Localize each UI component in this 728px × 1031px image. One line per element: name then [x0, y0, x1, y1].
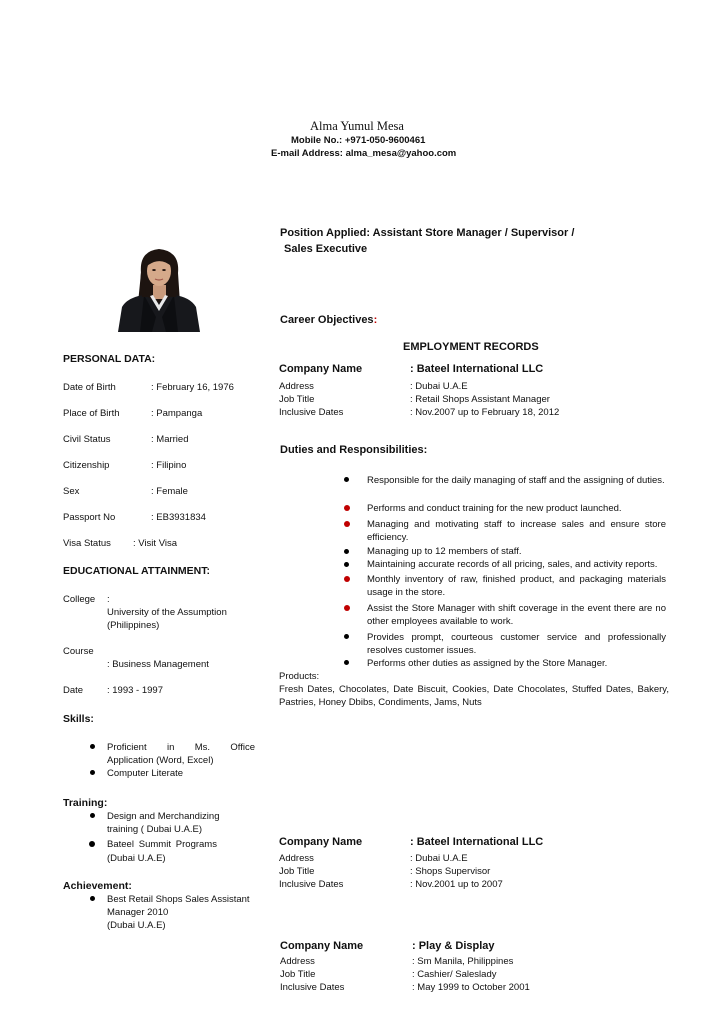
position-line-1: Position Applied: Assistant Store Manager / Supervisor /: [280, 227, 575, 239]
date-value: : 1993 - 1997: [107, 685, 163, 696]
civil-status-value: : Married: [151, 434, 189, 445]
dob-value: : February 16, 1976: [151, 382, 234, 393]
company-label: Company Name: [279, 363, 363, 375]
job-title-label: Job Title: [279, 394, 315, 405]
company-label: Company Name: [280, 940, 364, 952]
duty-item: Responsible for the daily managing of staff and the assigning of duties.: [367, 475, 665, 486]
bullet-icon: [344, 576, 350, 582]
email-address: E-mail Address: alma_mesa@yahoo.com: [271, 148, 457, 159]
skill-item-1: [107, 741, 255, 754]
products-block: [279, 670, 669, 708]
achievement-heading: Achievement:: [63, 880, 132, 892]
education-heading: EDUCATIONAL ATTAINMENT:: [63, 565, 210, 577]
bullet-icon: [90, 744, 95, 749]
company-label: Company Name: [279, 836, 363, 848]
position-applied: [280, 225, 574, 257]
company-value: : Bateel International LLC: [410, 836, 544, 848]
address-value: : Sm Manila, Philippines: [412, 956, 514, 967]
skill-word: Office: [230, 742, 255, 753]
training-item-1-line2: training ( Dubai U.A.E): [107, 824, 203, 835]
pob-label: Place of Birth: [63, 408, 120, 419]
personal-data-table: [63, 381, 263, 561]
achievement-item-line1: Best Retail Shops Sales Assistant: [107, 894, 250, 905]
training-word: Programs: [175, 839, 217, 850]
address-label: Address: [279, 853, 314, 864]
visa-value: : Visit Visa: [133, 538, 178, 549]
bullet-icon: [344, 521, 350, 527]
sex-label: Sex: [63, 486, 80, 497]
bullet-icon: [344, 562, 349, 567]
applicant-name: Alma Yumul Mesa: [310, 119, 404, 133]
duty-item: Assist the Store Manager with shift coverage in the event there are no other employees available to work.: [367, 603, 666, 627]
dates-label: Inclusive Dates: [279, 407, 344, 418]
passport-value: : EB3931834: [151, 512, 206, 523]
dates-value: : Nov.2007 up to February 18, 2012: [410, 407, 560, 418]
course-label: Course: [63, 646, 94, 657]
duty-item: Maintaining accurate records of all pricing, sales, and activity reports.: [367, 559, 658, 570]
company-value: : Play & Display: [412, 940, 495, 952]
achievement-list: [63, 893, 263, 935]
course-value: : Business Management: [107, 659, 209, 670]
job-title-value: : Cashier/ Saleslady: [412, 969, 497, 980]
company-value: : Bateel International LLC: [410, 363, 544, 375]
address-value: : Dubai U.A.E: [410, 853, 468, 864]
duty-item: Monthly inventory of raw, finished product, and packaging materials usage in the store.: [367, 574, 666, 598]
passport-label: Passport No: [63, 512, 116, 523]
job-record-1: [279, 363, 679, 417]
address-value: : Dubai U.A.E: [410, 381, 468, 392]
college-label: College: [63, 594, 96, 605]
skills-heading: Skills:: [63, 713, 94, 725]
skill-item-2: Computer Literate: [107, 768, 184, 779]
college-colon: :: [107, 594, 110, 605]
duties-list: [340, 474, 667, 669]
bullet-icon: [90, 813, 95, 818]
job-title-value: : Retail Shops Assistant Manager: [410, 394, 550, 405]
bullet-icon: [344, 660, 349, 665]
training-word: Summit: [138, 839, 171, 850]
career-objectives-label: Career Objectives: [280, 314, 374, 326]
dates-label: Inclusive Dates: [280, 982, 345, 993]
job-title-label: Job Title: [280, 969, 316, 980]
visa-label: Visa Status: [63, 538, 111, 549]
civil-status-label: Civil Status: [63, 434, 111, 445]
bullet-icon: [344, 549, 349, 554]
dates-value: : Nov.2001 up to 2007: [410, 879, 503, 890]
achievement-item-line2: Manager 2010: [107, 907, 169, 918]
bullet-icon: [344, 505, 350, 511]
training-heading: Training:: [63, 797, 108, 809]
duty-item: Provides prompt, courteous customer service and professionally resolves customer issues.: [367, 632, 666, 656]
profile-photo: [114, 245, 204, 332]
bullet-icon: [344, 477, 349, 482]
duty-item: Performs other duties as assigned by the Store Manager.: [367, 658, 608, 669]
dob-label: Date of Birth: [63, 382, 116, 393]
products-label: Products:: [279, 671, 320, 682]
pob-value: : Pampanga: [151, 408, 203, 419]
training-item-2: [107, 838, 217, 851]
training-item-2-line2: (Dubai U.A.E): [107, 853, 166, 864]
job-record-3: [280, 940, 680, 996]
skill-word: Ms.: [194, 742, 211, 753]
bullet-icon: [344, 605, 350, 611]
date-label: Date: [63, 685, 84, 696]
duty-item: Performs and conduct training for the new product launched.: [367, 503, 622, 514]
personal-data-heading: PERSONAL DATA:: [63, 353, 156, 365]
training-list: [63, 810, 263, 866]
sex-value: : Female: [151, 486, 188, 497]
bullet-icon: [344, 634, 349, 639]
skill-item-1-line2: Application (Word, Excel): [107, 755, 214, 766]
position-line-2: Sales Executive: [284, 243, 368, 255]
duties-heading: Duties and Responsibilities:: [280, 444, 428, 456]
college-place: (Philippines): [107, 620, 160, 631]
training-word: Bateel: [107, 839, 134, 850]
bullet-icon: [90, 896, 95, 901]
citizenship-label: Citizenship: [63, 460, 110, 471]
address-label: Address: [280, 956, 315, 967]
skill-word: Proficient: [107, 742, 147, 753]
mobile-number: Mobile No.: +971-050-9600461: [291, 135, 426, 146]
duty-item: Managing and motivating staff to increase sales and ensure store efficiency.: [367, 519, 666, 543]
citizenship-value: : Filipino: [151, 460, 187, 471]
products-line1: Fresh Dates, Chocolates, Date Biscuit, Cookies, Date Chocolates, Stuffed Dates, Bakery,: [279, 684, 669, 695]
skill-word: in: [166, 742, 175, 753]
products-line2: Pastries, Honey Dbibs, Condiments, Jams, Nuts: [279, 697, 482, 708]
career-objectives-colon: :: [373, 314, 378, 326]
bullet-icon: [89, 841, 95, 847]
career-objectives-heading: [280, 314, 377, 326]
bullet-icon: [90, 770, 95, 775]
job-title-value: : Shops Supervisor: [410, 866, 491, 877]
college-name: University of the Assumption: [107, 607, 227, 618]
dates-label: Inclusive Dates: [279, 879, 344, 890]
job-title-label: Job Title: [279, 866, 315, 877]
education-block: [63, 593, 263, 703]
skills-list: [63, 741, 263, 781]
achievement-item-line3: (Dubai U.A.E): [107, 920, 166, 931]
duty-item: Managing up to 12 members of staff.: [367, 546, 522, 557]
training-item-1: Design and Merchandizing: [107, 811, 220, 822]
employment-heading: EMPLOYMENT RECORDS: [403, 341, 539, 353]
job-record-2: [279, 836, 679, 892]
address-label: Address: [279, 381, 314, 392]
dates-value: : May 1999 to October 2001: [412, 982, 530, 993]
